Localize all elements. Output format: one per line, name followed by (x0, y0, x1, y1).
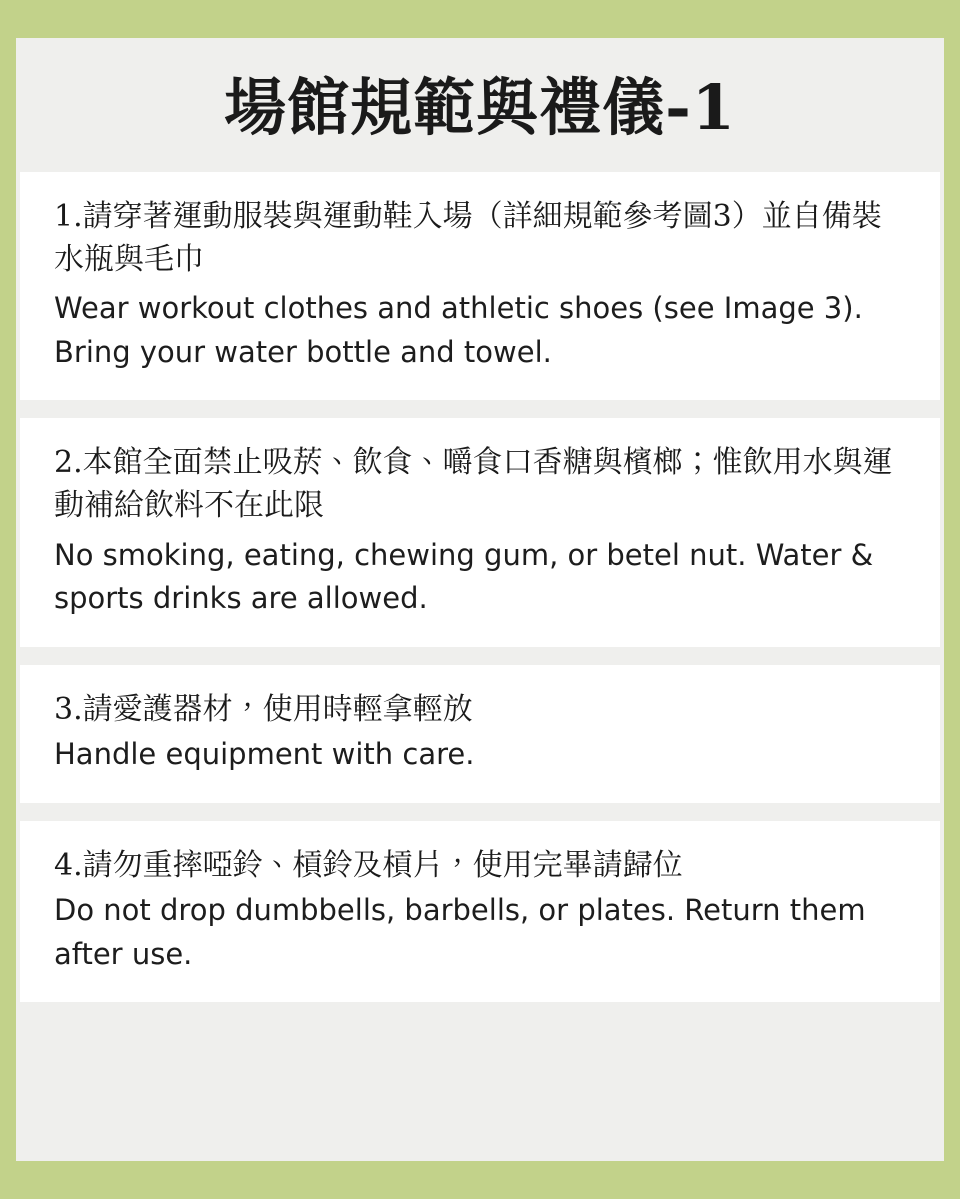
rule-text-zh: 2.本館全面禁止吸菸、飲食、嚼食口香糖與檳榔；惟飲用水與運動補給飲料不在此限 (54, 445, 893, 523)
rule-text-en: No smoking, eating, chewing gum, or betel nut. Water & sports drinks are allowed. (54, 537, 874, 616)
rule-card (20, 821, 940, 1003)
poster-content (0, 38, 960, 1161)
top-accent-band (0, 0, 960, 38)
rule-text-en: Handle equipment with care. (54, 737, 475, 772)
rule-card (20, 665, 940, 803)
rule-text-en: Do not drop dumbbells, barbells, or plates. Return them after use. (54, 893, 866, 971)
rule-text-zh: 3.請愛護器材，使用時輕拿輕放 (54, 691, 473, 727)
rule-text-zh: 1.請穿著運動服裝與運動鞋入場（詳細規範參考圖3）並自備裝水瓶與毛巾 (54, 199, 882, 277)
page-title: 場館規範與禮儀-1 (224, 71, 736, 144)
rule-card (20, 418, 940, 646)
bottom-accent-band (0, 1161, 960, 1199)
rules-list (16, 172, 944, 1002)
rule-text-zh: 4.請勿重摔啞鈴、槓鈴及槓片，使用完畢請歸位 (54, 847, 683, 883)
rule-card (20, 172, 940, 400)
rule-text-en: Wear workout clothes and athletic shoes (see Image 3). Bring your water bottle and towel. (54, 291, 863, 369)
